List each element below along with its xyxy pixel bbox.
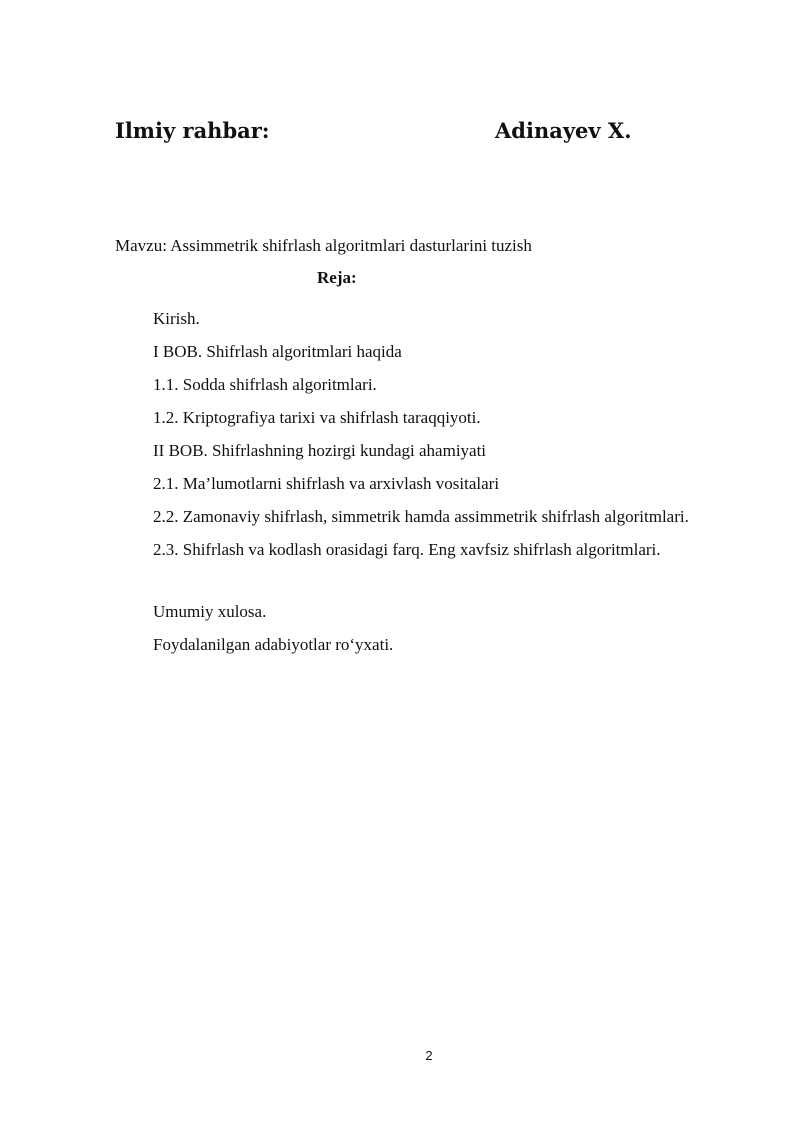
plan-item: Umumiy xulosa.	[153, 602, 267, 621]
topic-line: Mavzu: Assimmetrik shifrlash algoritmlari dasturlarini tuzish	[115, 236, 532, 255]
page-number-footer	[0, 1048, 800, 1063]
plan-item: I BOB. Shifrlash algoritmlari haqida	[153, 342, 402, 361]
page-number: 2	[425, 1048, 433, 1063]
supervisor-label: Ilmiy rahbar:	[115, 118, 270, 143]
plan-item: II BOB. Shifrlashning hozirgi kundagi ahamiyati	[153, 441, 487, 460]
supervisor-signature-line	[115, 118, 755, 152]
plan-item: 1.1. Sodda shifrlash algoritmlari.	[153, 375, 377, 394]
plan-item: 2.2. Zamonaviy shifrlash, simmetrik hamda assimmetrik shifrlash algoritmlari.	[153, 507, 689, 526]
plan-item: 1.2. Kriptografiya tarixi va shifrlash taraqqiyoti.	[153, 408, 481, 427]
plan-item: Kirish.	[153, 309, 200, 328]
plan-heading: Reja:	[317, 268, 357, 287]
plan-item: 2.3. Shifrlash va kodlash orasidagi farq. Eng xavfsiz shifrlash algoritmlari.	[153, 540, 661, 559]
plan-item: 2.1. Ma’lumotlarni shifrlash va arxivlash vositalari	[153, 474, 500, 493]
plan-list	[115, 302, 743, 661]
supervisor-name: Adinayev X.	[495, 118, 632, 143]
plan-item: Foydalanilgan adabiyotlar ro‘yxati.	[153, 635, 394, 654]
